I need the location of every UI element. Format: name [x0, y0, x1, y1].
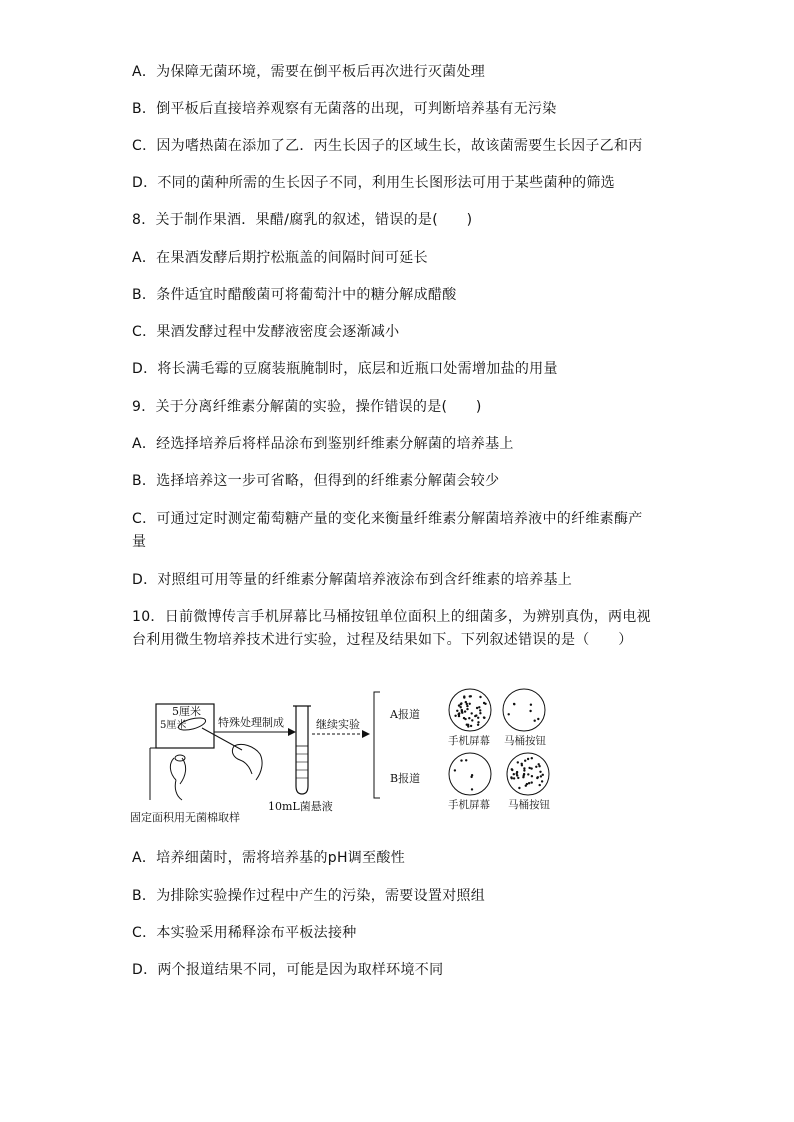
- colony-dot: [460, 702, 462, 704]
- plate-b-phone-label: 手机屏幕: [448, 799, 490, 811]
- q10-stem-line1: 10．日前微博传言手机屏幕比马桶按钮单位面积上的细菌多，为辨别真伪，两电视: [132, 609, 651, 625]
- colony-dot: [483, 702, 485, 704]
- colony-dot: [516, 773, 518, 775]
- q10-option-d: D．两个报道结果不同，可能是因为取样环境不同: [132, 962, 444, 978]
- test-tube: [296, 706, 308, 794]
- tube-label: 10mL菌悬液: [268, 800, 333, 813]
- hand-icon: [232, 744, 262, 780]
- report-b-label: B报道: [390, 772, 421, 785]
- step1-label: 特殊处理制成: [218, 716, 284, 729]
- colony-dot: [526, 783, 528, 785]
- colony-dot: [527, 773, 529, 775]
- colony-dot: [466, 708, 468, 710]
- colony-dot: [538, 763, 540, 765]
- colony-dot: [471, 719, 473, 721]
- q9-stem: 9．关于分离纤维素分解菌的实验，操作错误的是( ): [132, 399, 482, 415]
- colony-dot: [541, 780, 543, 782]
- q10-option-b: B．为排除实验操作过程中产生的污染，需要设置对照组: [132, 888, 486, 904]
- colony-dot: [477, 717, 479, 719]
- colony-dot: [471, 774, 473, 776]
- colony-dot: [466, 705, 468, 707]
- colony-dot: [471, 788, 473, 790]
- colony-dot: [468, 717, 470, 719]
- colony-dot: [511, 768, 513, 770]
- colony-dot: [454, 769, 456, 771]
- colony-dot: [531, 757, 533, 759]
- plate-a-toilet-label: 马桶按钮: [504, 735, 546, 747]
- colony-dot: [523, 769, 525, 771]
- square-side-label: 5厘米: [160, 720, 187, 731]
- q8-option-c: C．果酒发酵过程中发酵液密度会逐渐减小: [132, 324, 400, 340]
- q9-option-d: D．对照组可用等量的纤维素分解菌培养液涂布到含纤维素的培养基上: [132, 572, 573, 588]
- q7-option-d: D．不同的菌种所需的生长因子不同，利用生长图形法可用于某些菌种的筛选: [132, 175, 615, 191]
- square-top-label: 5厘米: [172, 705, 201, 718]
- colony-dot: [471, 712, 473, 714]
- colony-dot: [470, 725, 472, 727]
- colony-dot: [478, 706, 480, 708]
- colony-dot: [540, 775, 542, 777]
- colony-dot: [467, 725, 469, 727]
- colony-dot: [508, 713, 510, 715]
- step2-label: 继续实验: [316, 718, 360, 731]
- colony-dot: [510, 776, 512, 778]
- colony-dot: [469, 695, 471, 697]
- q9-option-a: A．经选择培养后将样品涂布到鉴别纤维素分解菌的培养基上: [132, 436, 514, 452]
- cotton-swab-icon: [175, 755, 185, 761]
- colony-dot: [477, 721, 479, 723]
- colony-dot: [465, 759, 467, 761]
- colony-dot: [513, 703, 515, 705]
- q8-option-b: B．条件适宜时醋酸菌可将葡萄汁中的糖分解成醋酸: [132, 287, 457, 303]
- q10-stem-line2: 台利用微生物培养技术进行实验，过程及结果如下。下列叙述错误的是（ ）: [132, 632, 633, 648]
- plate-a-phone-label: 手机屏幕: [448, 735, 490, 747]
- sample-label: 固定面积用无菌棉取样: [130, 811, 240, 824]
- plate-a-toilet: [503, 689, 545, 731]
- colony-dot: [517, 777, 519, 779]
- colony-dot: [483, 717, 485, 719]
- colony-dot: [542, 774, 544, 776]
- colony-dot: [531, 775, 533, 777]
- q9-option-c-cont: 量: [132, 534, 147, 550]
- colony-dot: [479, 712, 481, 714]
- colony-dot: [539, 784, 541, 786]
- colony-dot: [517, 761, 519, 763]
- q8-stem: 8．关于制作果酒．果醋/腐乳的叙述，错误的是( ): [132, 212, 473, 228]
- colony-dot: [458, 712, 460, 714]
- colony-dot: [461, 710, 463, 712]
- colony-dot: [523, 775, 525, 777]
- colony-dot: [529, 710, 531, 712]
- colony-dot: [454, 715, 456, 717]
- colony-dot: [513, 777, 515, 779]
- q9-option-b: B．选择培养这一步可省略，但得到的纤维素分解菌会较少: [132, 473, 500, 489]
- q8-option-a: A．在果酒发酵后期拧松瓶盖的间隔时间可延长: [132, 250, 428, 266]
- colony-dot: [464, 718, 466, 720]
- q7-option-c: C．因为嗜热菌在添加了乙．丙生长因子的区域生长，故该菌需要生长因子乙和丙: [132, 138, 643, 154]
- colony-dot: [464, 710, 466, 712]
- lower-hand-icon: [170, 758, 185, 800]
- colony-dot: [479, 696, 481, 698]
- result-bracket: [374, 692, 380, 798]
- colony-dot: [463, 695, 465, 697]
- colony-dot: [465, 701, 467, 703]
- q7-option-a: A．为保障无菌环境，需要在倒平板后再次进行灭菌处理: [132, 64, 486, 80]
- colony-dot: [530, 704, 532, 706]
- colony-dot: [474, 715, 476, 717]
- colony-dot: [524, 760, 526, 762]
- q9-option-c: C．可通过定时测定葡萄糖产量的变化来衡量纤维素分解菌培养液中的纤维素酶产: [132, 511, 643, 527]
- swab-stick: [202, 728, 242, 750]
- colony-dot: [537, 718, 539, 720]
- q10-option-a: A．培养细菌时，需将培养基的pH调至酸性: [132, 850, 405, 866]
- colony-dot: [513, 773, 515, 775]
- colony-dot: [456, 710, 458, 712]
- q7-option-b: B．倒平板后直接培养观察有无菌落的出现，可判断培养基有无污染: [132, 101, 557, 117]
- colony-dot: [479, 709, 481, 711]
- colony-dot: [539, 771, 541, 773]
- colony-dot: [527, 758, 529, 760]
- plate-b-phone: [449, 753, 491, 795]
- colony-dot: [460, 759, 462, 761]
- colony-dot: [469, 703, 471, 705]
- colony-dot: [535, 766, 537, 768]
- plate-b-toilet-label: 马桶按钮: [508, 799, 550, 811]
- colony-dot: [534, 720, 536, 722]
- colony-dot: [523, 767, 525, 769]
- colony-dot: [528, 782, 530, 784]
- q8-option-d: D．将长满毛霉的豆腐装瓶腌制时，底层和近瓶口处需增加盐的用量: [132, 361, 558, 377]
- colony-dot: [476, 707, 478, 709]
- colony-dot: [518, 787, 520, 789]
- colony-dot: [521, 764, 523, 766]
- colony-dot: [531, 781, 533, 783]
- colony-dot: [528, 767, 530, 769]
- colony-dot: [460, 706, 462, 708]
- q10-option-c: C．本实验采用稀释涂布平板法接种: [132, 925, 357, 941]
- experiment-figure: [130, 688, 570, 826]
- colony-dot: [537, 776, 539, 778]
- report-a-label: A报道: [390, 708, 420, 721]
- colony-dot: [477, 724, 479, 726]
